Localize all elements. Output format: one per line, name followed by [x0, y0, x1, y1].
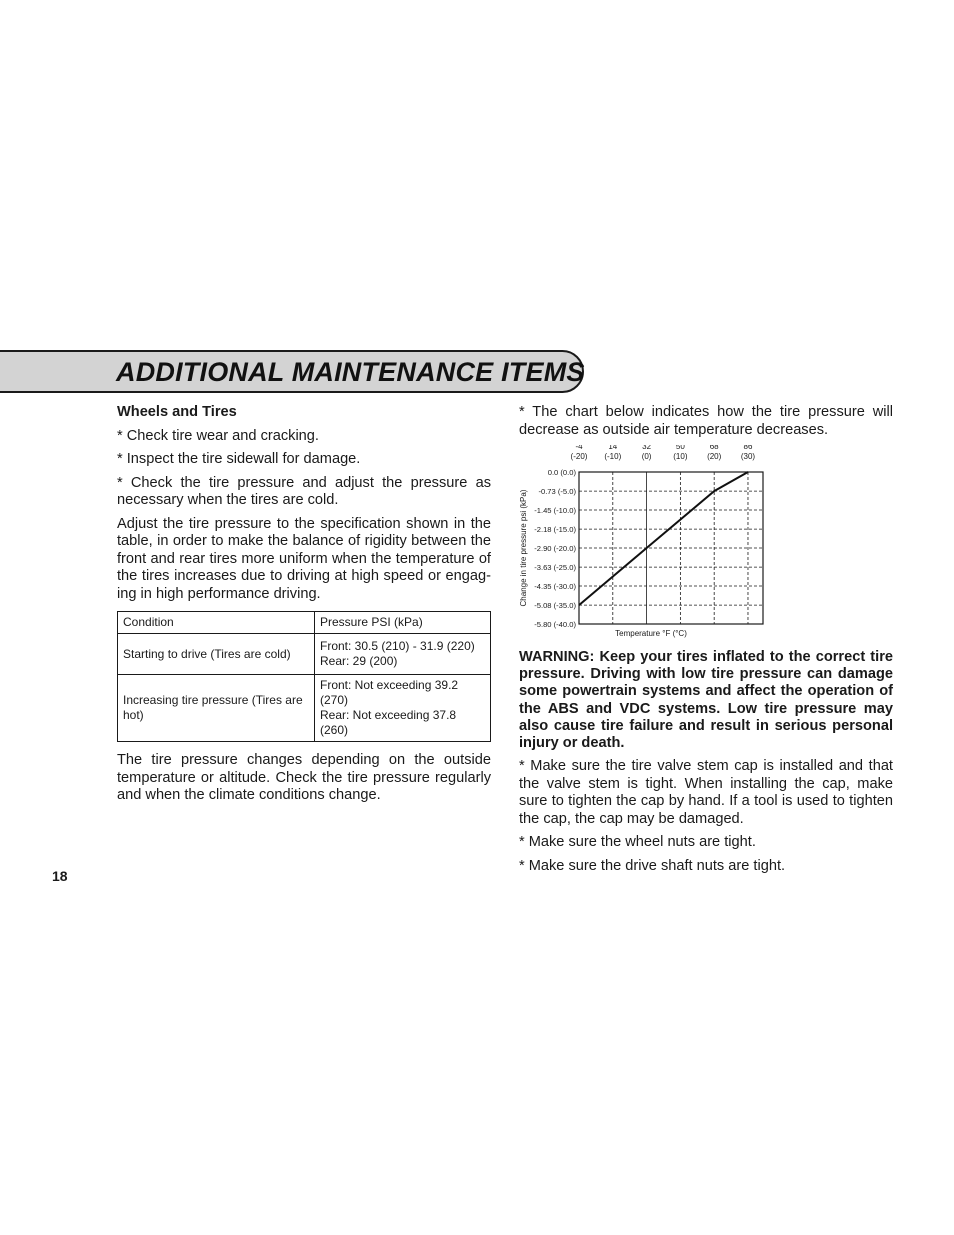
- page-number: 18: [52, 868, 68, 884]
- bullet-check-wear: * Check tire wear and cracking.: [117, 427, 319, 444]
- x-tick-label-c: (0): [641, 452, 652, 461]
- x-tick-label-c: (30): [740, 452, 756, 461]
- y-tick-label: -4.35 (-30.0): [534, 582, 576, 591]
- y-axis-label: Change in tire pressure psi (kPa): [519, 489, 528, 607]
- tire-pressure-table: [117, 611, 491, 742]
- bullet-inspect-sidewall: * Inspect the tire sidewall for damage.: [117, 451, 361, 467]
- y-tick-label: -5.80 (-40.0): [534, 620, 576, 629]
- pressure-line: Front: Not exceeding 39.2: [320, 678, 459, 692]
- y-tick-label: -2.18 (-15.0): [534, 525, 576, 535]
- x-tick-label-c: (10): [673, 452, 688, 461]
- right-column: [519, 404, 893, 881]
- x-tick-label-f: 14: [608, 445, 618, 451]
- table-cell-condition: Starting to drive (Tires are cold): [118, 634, 315, 675]
- x-tick-label-f: 68: [709, 445, 719, 451]
- y-tick-label: -0.73 (-5.0): [538, 487, 576, 497]
- y-tick-label: -2.90 (-20.0): [534, 544, 576, 553]
- pressure-change-paragraph: The tire pressure changes depending on the outside temperature or altitude. Check the tire pressure regularly and when the climate conditions change.: [117, 752, 491, 803]
- warning-text: WARNING: Keep your tires inflated to the correct tire pressure. Driving with low tire pressure can damage some powertrain systems and affect the operation of the ABS and VDC systems. Low tire pressure may also cause tire failure and result in serious personal injury or death.: [519, 649, 893, 752]
- table-cell-condition: Increasing tire pressure (Tires are hot): [118, 675, 315, 742]
- pressure-line: Rear: Not exceeding 37.8 (260): [320, 708, 457, 737]
- adjust-pressure-paragraph: Adjust the tire pressure to the specification shown in the table, in order to make the balance of rigidity between the front and rear tires more uniform when the temperature of the tires increases due to driving at high speed or engag-ing in high performance driving.: [117, 515, 491, 602]
- x-tick-label-f: -4: [575, 445, 583, 451]
- chart-svg: [519, 445, 893, 641]
- chart-intro: * The chart below indicates how the tire pressure will decrease as outside air temperature decreases.: [519, 404, 893, 438]
- x-tick-label-c: (-20): [570, 452, 588, 461]
- table-row: [118, 634, 491, 675]
- y-tick-label: -1.45 (-10.0): [534, 506, 576, 515]
- pressure-line: Front: 30.5 (210) - 31.9 (220): [320, 639, 475, 653]
- pressure-line: (270): [320, 693, 349, 707]
- table-header-row: [118, 612, 491, 634]
- y-tick-label: 0.0 (0.0): [547, 468, 576, 477]
- y-tick-label: -5.08 (-35.0): [534, 601, 576, 611]
- bullet-drive-shaft-nuts: * Make sure the drive shaft nuts are tight.: [519, 857, 786, 874]
- x-axis-label: Temperature °F (°C): [615, 629, 687, 638]
- table-header-condition: Condition: [118, 612, 315, 634]
- table-cell-pressure: [315, 675, 491, 742]
- bullet-valve-stem: * Make sure the tire valve stem cap is installed and that the valve stem is tight. When installing the cap, make sure to tighten the cap by hand. If a tool is used to tighten the cap, the cap may be damaged.: [519, 758, 893, 827]
- table-header-pressure: Pressure PSI (kPa): [315, 612, 491, 634]
- table-cell-pressure: [315, 634, 491, 675]
- x-tick-label-f: 86: [743, 445, 753, 451]
- x-tick-label-f: 32: [642, 445, 652, 451]
- pressure-line: Rear: 29 (200): [320, 654, 398, 668]
- bullet-check-pressure: * Check the tire pressure and adjust the pressure as necessary when the tires are cold.: [117, 474, 491, 508]
- pressure-temperature-chart: [519, 445, 893, 641]
- left-column: [117, 404, 491, 811]
- y-tick-label: -3.63 (-25.0): [534, 563, 576, 573]
- table-row: [118, 675, 491, 742]
- section-title: ADDITIONAL MAINTENANCE ITEMS: [116, 357, 585, 387]
- x-tick-label-c: (20): [707, 452, 722, 461]
- x-tick-label-c: (-10): [604, 452, 622, 461]
- wheels-tires-heading: Wheels and Tires: [117, 404, 237, 420]
- x-tick-label-f: 50: [675, 445, 685, 451]
- bullet-wheel-nuts: * Make sure the wheel nuts are tight.: [519, 834, 756, 851]
- pressure-series-line: [579, 472, 748, 605]
